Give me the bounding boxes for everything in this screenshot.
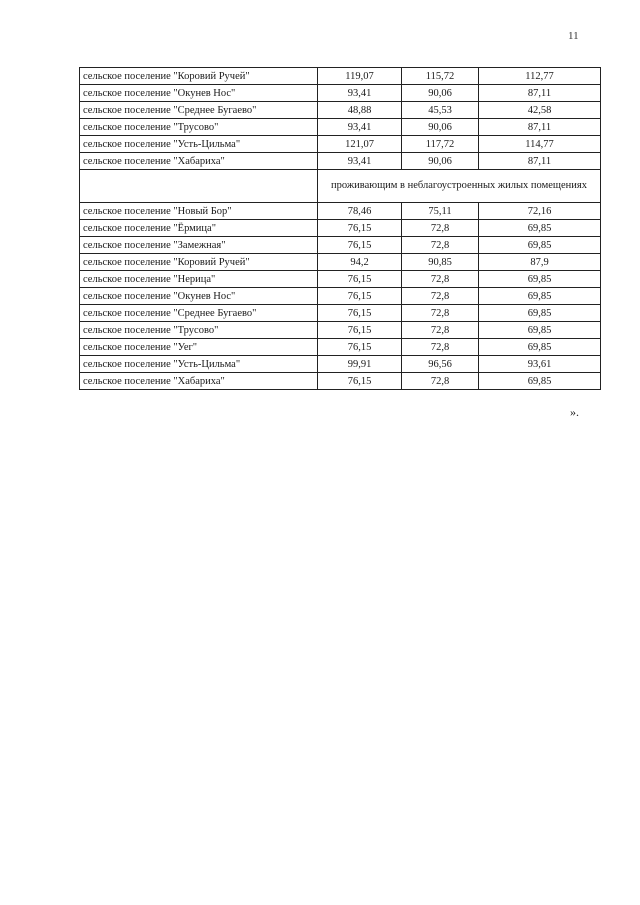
table-row	[80, 85, 601, 102]
value-cell: 76,15	[318, 322, 402, 339]
value-cell: 119,07	[318, 68, 402, 85]
table-row	[80, 254, 601, 271]
settlement-name: сельское поселение "Ёрмица"	[80, 220, 318, 237]
value-cell: 90,06	[402, 153, 479, 170]
value-cell: 112,77	[479, 68, 601, 85]
value-cell: 69,85	[479, 271, 601, 288]
value-cell: 69,85	[479, 339, 601, 356]
value-cell: 87,11	[479, 153, 601, 170]
table-row	[80, 356, 601, 373]
table-row	[80, 136, 601, 153]
value-cell: 69,85	[479, 237, 601, 254]
settlement-name: сельское поселение "Нерица"	[80, 271, 318, 288]
value-cell: 87,11	[479, 119, 601, 136]
settlement-name: сельское поселение "Трусово"	[80, 119, 318, 136]
value-cell: 72,16	[479, 203, 601, 220]
value-cell: 78,46	[318, 203, 402, 220]
settlement-name: сельское поселение "Усть-Цильма"	[80, 136, 318, 153]
settlement-name: сельское поселение "Уег"	[80, 339, 318, 356]
value-cell: 72,8	[402, 339, 479, 356]
settlement-name: сельское поселение "Новый Бор"	[80, 203, 318, 220]
value-cell: 76,15	[318, 271, 402, 288]
settlement-name: сельское поселение "Окунев Нос"	[80, 85, 318, 102]
value-cell: 96,56	[402, 356, 479, 373]
value-cell: 69,85	[479, 288, 601, 305]
settlement-name: сельское поселение "Трусово"	[80, 322, 318, 339]
settlement-name: сельское поселение "Среднее Бугаево"	[80, 305, 318, 322]
table-row	[80, 322, 601, 339]
table-row	[80, 305, 601, 322]
value-cell: 93,61	[479, 356, 601, 373]
value-cell: 76,15	[318, 288, 402, 305]
value-cell: 76,15	[318, 237, 402, 254]
value-cell: 90,06	[402, 119, 479, 136]
table-row	[80, 373, 601, 390]
value-cell: 90,06	[402, 85, 479, 102]
table-row	[80, 237, 601, 254]
table-row	[80, 153, 601, 170]
settlement-name: сельское поселение "Среднее Бугаево"	[80, 102, 318, 119]
value-cell: 93,41	[318, 153, 402, 170]
value-cell: 87,11	[479, 85, 601, 102]
settlement-name: сельское поселение "Коровий Ручей"	[80, 254, 318, 271]
settlement-name: сельское поселение "Коровий Ручей"	[80, 68, 318, 85]
value-cell: 117,72	[402, 136, 479, 153]
value-cell: 93,41	[318, 119, 402, 136]
settlement-name: сельское поселение "Усть-Цильма"	[80, 356, 318, 373]
table-body	[80, 68, 601, 390]
value-cell: 90,85	[402, 254, 479, 271]
settlement-name: сельское поселение "Замежная"	[80, 237, 318, 254]
value-cell: 72,8	[402, 322, 479, 339]
closing-quote-mark: ».	[570, 405, 579, 419]
settlement-name: сельское поселение "Хабариха"	[80, 373, 318, 390]
table-row	[80, 288, 601, 305]
value-cell: 72,8	[402, 373, 479, 390]
value-cell: 76,15	[318, 305, 402, 322]
settlement-name: сельское поселение "Окунев Нос"	[80, 288, 318, 305]
settlement-name: сельское поселение "Хабариха"	[80, 153, 318, 170]
value-cell: 45,53	[402, 102, 479, 119]
table-row	[80, 271, 601, 288]
table-row	[80, 339, 601, 356]
value-cell: 99,91	[318, 356, 402, 373]
value-cell: 76,15	[318, 339, 402, 356]
tariff-table	[79, 67, 601, 390]
value-cell: 72,8	[402, 271, 479, 288]
value-cell: 76,15	[318, 373, 402, 390]
page-number: 11	[568, 30, 579, 42]
value-cell: 75,11	[402, 203, 479, 220]
value-cell: 114,77	[479, 136, 601, 153]
table-row	[80, 102, 601, 119]
value-cell: 69,85	[479, 305, 601, 322]
section-row	[80, 170, 601, 203]
section-spacer-cell	[80, 170, 318, 203]
value-cell: 72,8	[402, 305, 479, 322]
value-cell: 69,85	[479, 322, 601, 339]
value-cell: 69,85	[479, 220, 601, 237]
value-cell: 121,07	[318, 136, 402, 153]
table-row	[80, 119, 601, 136]
value-cell: 72,8	[402, 237, 479, 254]
value-cell: 76,15	[318, 220, 402, 237]
value-cell: 87,9	[479, 254, 601, 271]
table-row	[80, 203, 601, 220]
value-cell: 69,85	[479, 373, 601, 390]
value-cell: 93,41	[318, 85, 402, 102]
value-cell: 94,2	[318, 254, 402, 271]
value-cell: 72,8	[402, 220, 479, 237]
section-heading: проживающим в неблагоустроенных жилых помещениях	[318, 170, 601, 203]
value-cell: 42,58	[479, 102, 601, 119]
value-cell: 115,72	[402, 68, 479, 85]
value-cell: 48,88	[318, 102, 402, 119]
table-row	[80, 220, 601, 237]
table-row	[80, 68, 601, 85]
value-cell: 72,8	[402, 288, 479, 305]
